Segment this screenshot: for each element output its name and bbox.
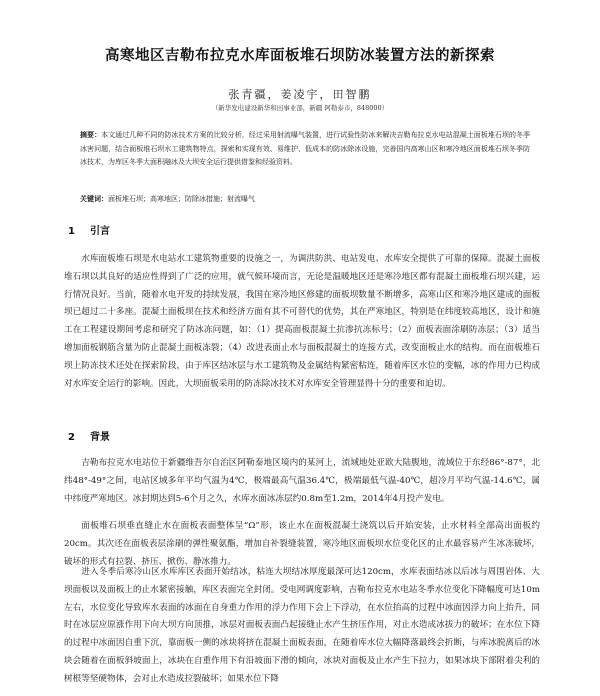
section-number: 1	[68, 226, 75, 237]
paragraph: 进入冬季后寒冷山区水库库区表面开始结冰，粘连大坝结冰厚度最深可达120cm，水库表面结冰以后冰与周围岩体、大坝面板以及面板上的止水紧密接触，库区表面完全封闭。受电网调度影响，吉勒布拉克水电站冬季水位变化下降幅度可达10m左右，水位变化导致库水表面的冰面在自身重力作用的浮力作用下会上下浮动，在水位抬高的过程中冰面因浮力向上抬升，同时在冰层应原涨作用下向大坝方向顶推，冰层对面板表面凸起接缝止水产生挤压作用，对止水造成冰拔力的破坏；在水位下降的过程中冰面因自重下沉，靠面板一侧的冰块将挤在混凝土面板表面，在随着库水位大幅降落最终会折断，与库冰脱离后的冰块会随着在面板斜坡面上，冰块在自重作用下有沿坡面下滑的倾向，冰块对面板及止水产生下拉力，如果冰块下部附着尖利的树根等坚硬物体，会对止水造成拉裂破坏；如果水位下降	[64, 567, 540, 684]
section-title: 引言	[90, 226, 110, 237]
keywords-text: 面板堆石坝；高寒地区；防除冰措施；射流曝气	[108, 195, 255, 203]
section-title: 背景	[90, 432, 110, 443]
section-heading-introduction	[68, 222, 110, 237]
abstract	[80, 128, 530, 170]
paragraph: 吉勒布拉克水电站位于新疆维吾尔自治区阿勒泰地区境内的某河上，流域地处亚欧大陆腹地，流域位于东经86°-87°，北纬48°-49°之间，电站区域多年平均气温为4℃，极端最高气温36.4℃，极端最低气温-40℃，超冷月平均气温-14.6℃，属中纬度严寒地区。冰封期达到5-6个月之久，水库水面冰冻层约0.8m至1.2m，2014年4月投产发电。	[64, 458, 540, 504]
section-number: 2	[68, 432, 75, 443]
abstract-label: 摘要：	[80, 130, 102, 139]
section-heading-background	[68, 428, 110, 443]
keywords-label: 关键词：	[80, 194, 108, 203]
paper-authors: 张青疆，姜凌宇，田智鹏	[228, 88, 372, 101]
paragraph: 水库面板堆石坝是水电站水工建筑物重要的设施之一，为调洪防洪、电站发电、水库安全提供了可靠的保障。混凝土面板堆石坝以其良好的适应性得到了广泛的应用，就气候环境而言，无论是温暖地区还是寒冷地区都有混凝土面板堆石坝兴建，运行情况良好。当前，随着水电开发的持续发展，我国在寒冷地区修建的面板坝数量不断增多，高寒山区和寒冷地区建成的面板坝已超过二十多座。混凝土面板坝在技术和经济方面有其不可替代的优势，其在严寒地区，特别是在纬度较高地区，设计和施工在工程建设期间考虑和研究了防冰冻问题，如：（1）提高面板混凝土抗渗抗冻标号；（2）面板表面涂刷防冻层；（3）适当增加面板钢筋含量为防止混凝土面板冻裂；（4）改进表面止水与面板混凝土的连接方式，改变面板止水的结构。而在面板堆石坝上防冻技术还处在探索阶段，由于库区结冰层与水工建筑物及金属结构紧密粘连，随着库区水位的变幅，冰的作用力已构成对水库安全运行的影响。因此，大坝面板采用的防冻除冰技术对水库安全管理显得十分的重要和迫切。	[64, 254, 540, 389]
author-affiliation: （新华发电建设新华和田事业部，新疆 阿勒泰市，848000）	[211, 104, 389, 112]
abstract-text: 本文通过几种不同的防冰技术方案的比较分析，经过采用射流曝气装置，进行试验性防冰来解决吉勒布拉克水电站混凝土面板堆石坝的冬季冰害问题，结合面板堆石坝水工建筑物特点，探索和实现有效、易维护、低成本的防冰除冰设施，完善国内高寒山区和寒冷地区面板堆石坝冬季防冰技术，为库区冬季大面积融冰及大坝安全运行提供借鉴和经验资料。	[80, 131, 531, 166]
paragraph: 面板堆石坝垂直缝止水在面板表面整体呈“Ω”形，该止水在面板混凝土浇筑以后开始安装，止水材料全部高出面板约20cm。其次还在面板表层涂刷的弹性聚氨酯，增加自补裂缝装置，寒冷地区面板坝水位变化区的止水最容易产生冰冻破坏，破坏的形式有拉裂、挤压、掀伤、静冰推力。	[64, 521, 540, 567]
paper-title: 高寒地区吉勒布拉克水库面板堆石坝防冰装置方法的新探索	[105, 48, 495, 64]
keywords	[80, 194, 530, 204]
